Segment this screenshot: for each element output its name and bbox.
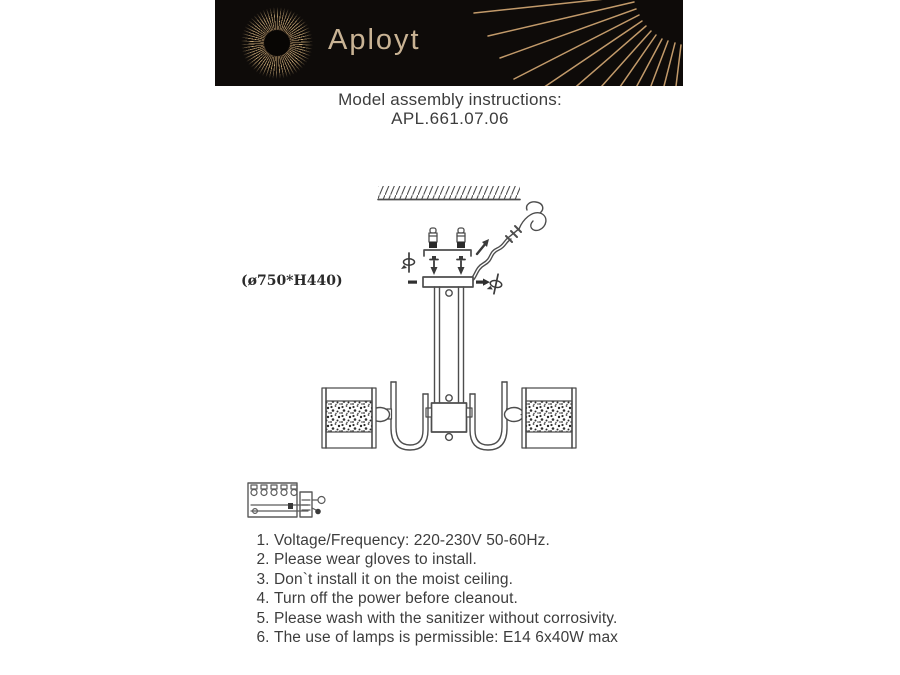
rotate-icon-right (486, 273, 504, 295)
power-cable-icon (468, 202, 546, 283)
arm-left (387, 382, 429, 450)
instruction-item: 6. The use of lamps is permissible: E14 6x40W max (274, 628, 673, 647)
terminal-block-diagram (248, 483, 325, 517)
dash-left (408, 281, 417, 284)
hub (426, 403, 472, 440)
dash-arrow-right (476, 279, 490, 286)
mounting-bracket (424, 250, 471, 256)
instruction-item: 2. Please wear gloves to install. (274, 550, 673, 569)
instruction-item: 3. Don`t install it on the moist ceiling. (274, 570, 673, 589)
rotate-icon-left (401, 253, 415, 272)
screw-right-icon (457, 256, 465, 275)
stem (435, 287, 464, 403)
page-title: Model assembly instructions: (338, 90, 562, 109)
title-block (0, 91, 900, 128)
ceiling-hatch (378, 186, 520, 200)
assembly-diagram (230, 178, 610, 528)
wall-anchor-left-icon (429, 228, 437, 248)
canopy-plate (423, 277, 473, 287)
brand-banner (215, 0, 683, 86)
instructions-list (243, 531, 673, 647)
instruction-item: 1. Voltage/Frequency: 220-230V 50-60Hz. (274, 531, 673, 550)
instruction-item: 4. Turn off the power before cleanout. (274, 589, 673, 608)
shade-right (522, 388, 576, 448)
wall-anchor-right-icon (457, 228, 465, 248)
model-number: APL.661.07.06 (391, 109, 509, 128)
dimension-label: (ø750*H440) (241, 273, 343, 289)
screw-left-icon (430, 256, 438, 275)
corner-rays-icon (215, 0, 683, 86)
shade-left (322, 388, 376, 448)
cable-arrow-icon (477, 239, 489, 254)
brand-name: Aployt (328, 24, 421, 56)
instruction-item: 5. Please wash with the sanitizer without corrosivity. (274, 609, 673, 628)
